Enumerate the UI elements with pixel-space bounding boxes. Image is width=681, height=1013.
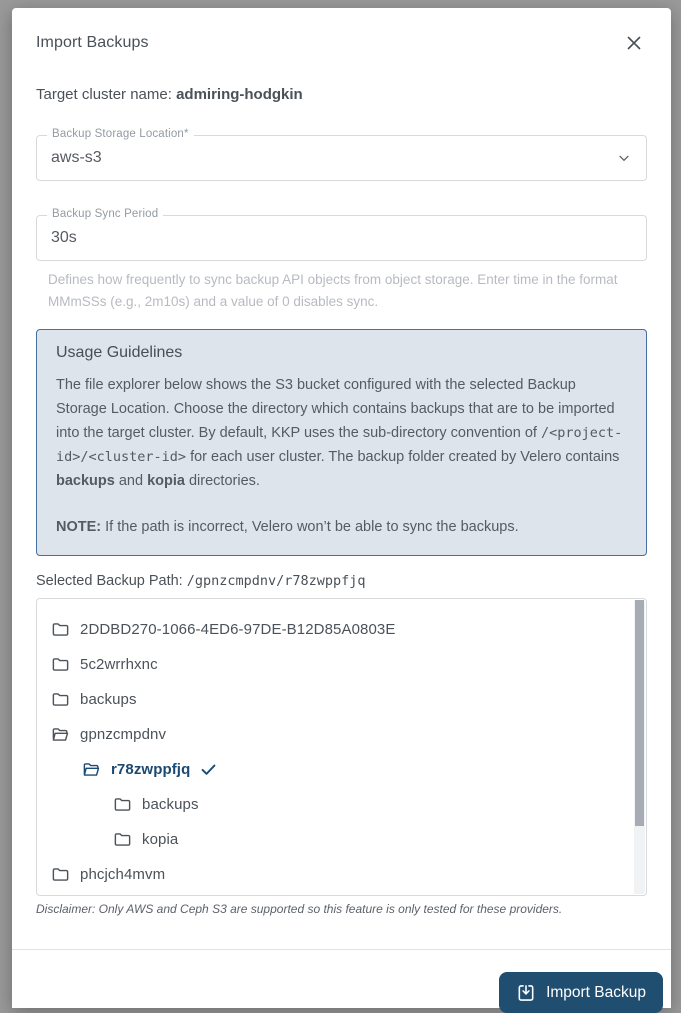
sync-period-hint: Defines how frequently to sync backup API objects from object storage. Enter time in the format MMmSSs (e.g., 2m10s) and a value of 0 disables sync. [48,272,618,309]
tree-item[interactable] [37,752,646,787]
tree-item[interactable] [37,857,646,892]
folder-icon [51,690,70,709]
folder-icon [51,655,70,674]
tree-item[interactable] [37,612,646,647]
dialog-footer [12,950,671,1013]
import-backup-button[interactable] [499,972,663,1013]
backup-storage-location-value: aws-s3 [51,149,102,166]
usage-guidelines-note: NOTE: If the path is incorrect, Velero won’t be able to sync the backups. [56,519,519,535]
selected-backup-path-line [36,573,647,589]
tree-item[interactable] [37,787,646,822]
folder-open-icon [51,725,70,744]
disclaimer-text: Disclaimer: Only AWS and Ceph S3 are supported so this feature is only tested for these providers. [36,902,563,916]
folder-icon [113,830,132,849]
target-cluster-label: Target cluster name: [36,86,177,103]
usage-guidelines-title: Usage Guidelines [56,344,183,361]
selected-backup-path-value: /gpnzcmpdnv/r78zwppfjq [186,573,366,589]
chevron-down-icon [616,150,632,166]
tree-item-label: backups [142,796,199,813]
usage-guidelines-box [36,329,647,556]
download-icon [516,983,536,1003]
folder-icon [51,620,70,639]
folder-icon [113,795,132,814]
close-button[interactable] [621,30,647,56]
check-icon [199,760,218,779]
selected-backup-path-label: Selected Backup Path: [36,573,187,589]
tree-item[interactable] [37,647,646,682]
backup-sync-period-value: 30s [51,229,77,246]
tree-item-label: 5c2wrrhxnc [80,656,158,673]
target-cluster-name: admiring-hodgkin [176,86,303,103]
tree-item[interactable] [37,682,646,717]
file-explorer [36,598,647,896]
folder-icon [51,865,70,884]
backup-sync-period-input[interactable] [36,208,647,261]
file-tree [37,612,646,892]
tree-item[interactable] [37,822,646,857]
tree-item-label: kopia [142,831,179,848]
tree-item-label: phcjch4mvm [80,866,166,883]
backup-sync-period-label: Backup Sync Period [47,208,163,220]
import-backup-button-label: Import Backup [546,983,646,1001]
target-cluster-line [36,86,647,103]
usage-guidelines-paragraph: The file explorer below shows the S3 bucket configured with the selected Backup Storage Location. Choose the directory which contains backups that are to be imported into the target cluster. By default, KKP uses the sub-directory convention of /<project-id>/<cluster-id> for each user cluster. The backup folder created by Velero contains backups and kopia directories. [56,377,623,489]
backup-storage-location-label: Backup Storage Location* [47,128,194,140]
dialog-header [36,30,647,56]
close-icon [623,32,645,54]
tree-item-label: 2DDBD270-1066-4ED6-97DE-B12D85A0803E [80,621,396,638]
tree-item[interactable] [37,717,646,752]
tree-item-label: backups [80,691,137,708]
import-backups-dialog [12,8,671,1008]
scrollbar-thumb[interactable] [635,600,644,826]
folder-open-icon [82,760,101,779]
tree-item-label: r78zwppfjq [111,761,191,778]
dialog-content [12,8,671,916]
tree-item-label: gpnzcmpdnv [80,726,167,743]
dialog-title: Import Backups [36,34,149,51]
backup-storage-location-select[interactable] [36,128,647,181]
scrollbar-track[interactable] [634,600,645,894]
